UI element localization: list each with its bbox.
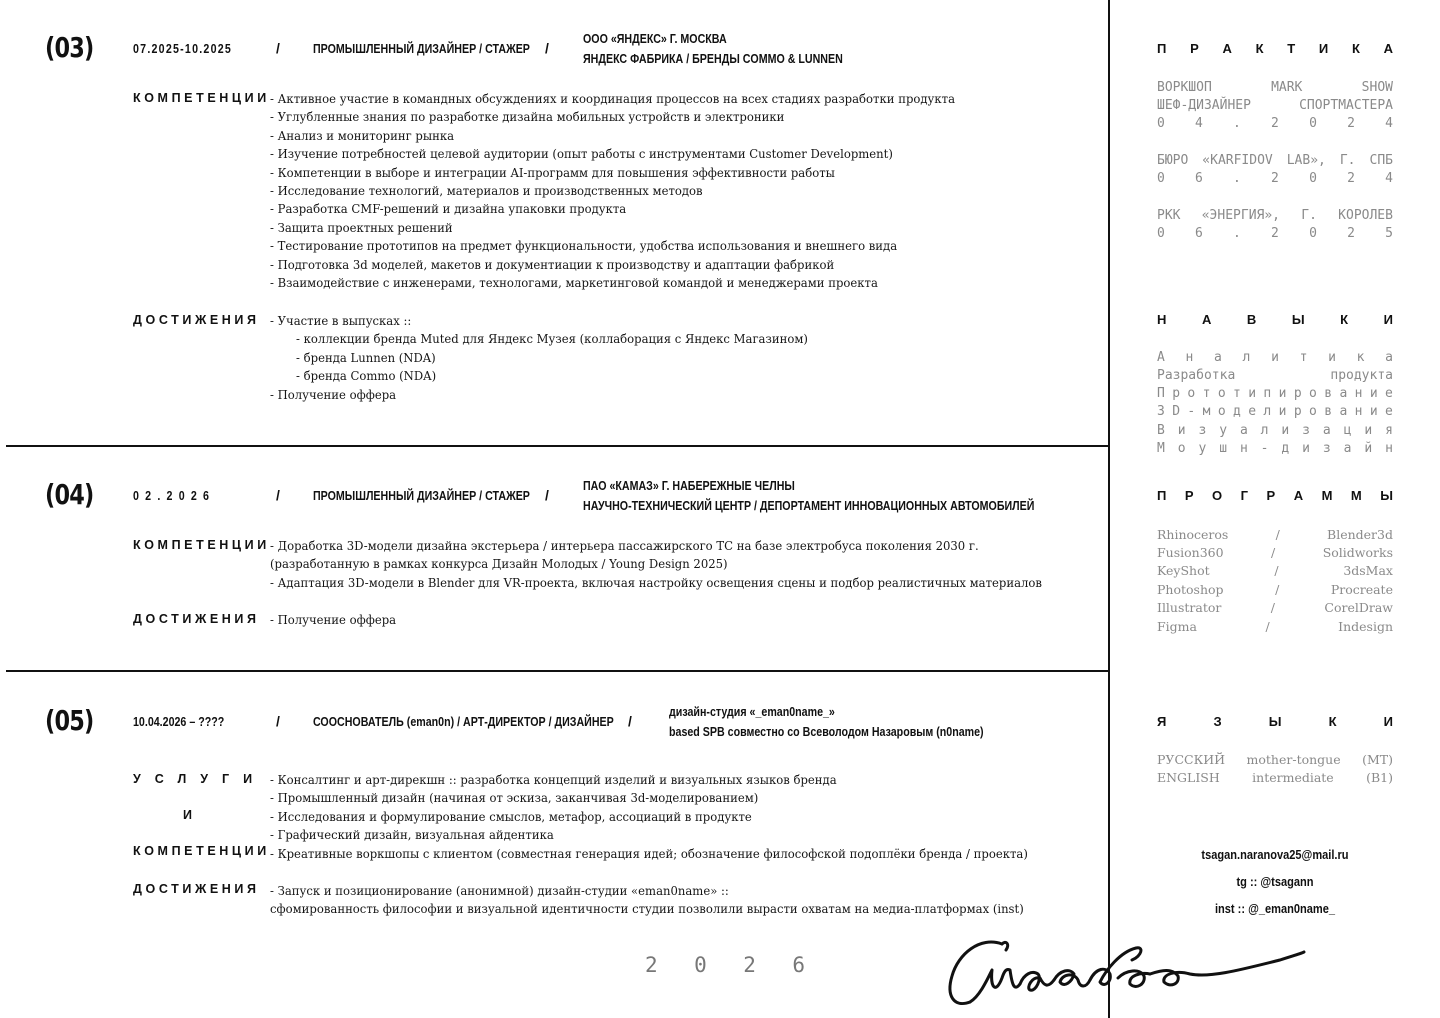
list-item: - Графический дизайн, визуальная айдентика [270,827,554,843]
signature-spasibo [940,930,1310,1015]
list-subitem: - бренда Commo (NDA) [296,368,437,384]
list-item: сфомированность философии и визуальной идентичности студии позволили вырасти охватам на медиа-платформах (inst) [270,901,1024,917]
list-item: - Тестирование прототипов на предмет функциональности, удобства использования и внешнего вида [270,238,898,254]
skill-item: В и з у а л и з а ц и я [1157,423,1393,438]
separator-slash: / [628,713,632,729]
achievements-list [270,882,1024,919]
list-item: - Доработка 3D-модели дизайна экстерьера / интерьера пассажирского ТС на базе электробуса поколения 2030 г. [270,538,979,553]
language-item: РУССКИЙ mother-tongue (MT) [1157,752,1393,767]
entry-division: НАУЧНО-ТЕХНИЧЕСКИЙ ЦЕНТР / ДЕПОРТАМЕНТ ИННОВАЦИОННЫХ АВТОМОБИЛЕЙ [583,498,1035,513]
separator-slash: / [545,487,549,503]
list-item: - Анализ и мониторинг рынка [270,127,455,143]
section-divider [6,445,1109,447]
list-item: - Получение оффера [270,612,397,627]
email-link[interactable]: tsagan.naranova25@mail.ru [1201,847,1349,862]
list-item: - Запуск и позиционирование (анонимной) дизайн-студии «eman0name» :: [270,883,729,898]
skill-item: А н а л и т и к а [1157,350,1393,365]
entry-date: 10.04.2026 – ???? [133,714,225,729]
column-divider [1108,0,1110,1018]
program-item: Figma / Indesign [1157,619,1393,634]
competencies-list [270,537,1042,592]
list-item: - Получение оффера [270,386,397,402]
entry-number: (04) [45,478,94,511]
list-subitem: - коллекции бренда Muted для Яндекс Музея (коллаборация с Яндекс Магазином) [296,331,808,347]
list-item: - Промышленный дизайн (начиная от эскиза, заканчивая 3d-моделированием) [270,790,759,806]
list-item: - Исследования и формулирование смыслов, метафор, ассоциаций в продукте [270,808,752,824]
skills-heading: Н А В Ы К И [1157,312,1393,327]
entry-division: based SPB совместно со Всеволодом Назаровым (n0name) [669,724,984,739]
achievements-label: ДОСТИЖЕНИЯ [133,612,260,626]
program-item: KeyShot / 3dsMax [1157,563,1393,578]
practice-date: 0 6 . 2 0 2 5 [1157,226,1393,241]
list-item: - Компетенции в выборе и интеграции AI-программ для повышения эффективности работы [270,164,835,180]
entry-number: (03) [45,31,94,64]
list-item: - Адаптация 3D-модели в Blender для VR-проекта, включая настройку освещения сцены и подбор реалистичных материалов [270,574,1042,590]
list-item: - Разработка CMF-решений и дизайна упаковки продукта [270,201,627,217]
separator-slash: / [276,487,280,503]
entry-company: дизайн-студия «_eman0name_» [669,704,835,719]
achievements-label: ДОСТИЖЕНИЯ [133,882,260,896]
list-item: - Консалтинг и арт-дирекшн :: разработка концепций изделий и визуальных языков бренда [270,772,837,787]
program-item: Rhinoceros / Blender3d [1157,527,1393,542]
and-label: И [183,808,196,822]
practice-item: РКК «ЭНЕРГИЯ», Г. КОРОЛЕВ [1157,208,1393,223]
program-item: Illustrator / CorelDraw [1157,600,1393,615]
entry-company: ПАО «КАМАЗ» Г. НАБЕРЕЖНЫЕ ЧЕЛНЫ [583,478,795,493]
skill-item: П р о т о т и п и р о в а н и е [1157,386,1393,401]
language-item: ENGLISH intermediate (B1) [1157,770,1393,785]
list-item: - Изучение потребностей целевой аудитории (опыт работы с инструментами Customer Development) [270,146,893,162]
entry-date: 07.2025-10.2025 [133,41,233,56]
instagram-link[interactable]: inst :: @_eman0name_ [1214,901,1336,916]
services-label: УСЛУГИ [133,772,267,786]
program-item: Photoshop / Procreate [1157,582,1393,597]
programs-heading: П Р О Г Р А М М Ы [1157,488,1393,503]
practice-item: БЮРО «KARFIDOV LAB», Г. СПБ [1157,153,1393,168]
achievements-label: ДОСТИЖЕНИЯ [133,313,260,327]
list-item: - Углубленные знания по разработке дизайна мобильных устройств и электроники [270,109,785,125]
practice-item: ВОРКШОП MARK SHOW [1157,80,1393,95]
program-item: Fusion360 / Solidworks [1157,545,1393,560]
competencies-label: КОМПЕТЕНЦИИ [133,538,270,552]
skill-item: Разработка продукта [1157,368,1393,383]
list-item: - Участие в выпусках :: [270,313,412,328]
languages-heading: Я З Ы К И [1157,714,1393,729]
separator-slash: / [545,40,549,56]
list-item: - Подготовка 3d моделей, макетов и документиации к производству и адаптации фабрикой [270,256,835,272]
competencies-label: КОМПЕТЕНЦИИ [133,91,270,105]
practice-item: ШЕФ-ДИЗАЙНЕР СПОРТМАСТЕРА [1157,98,1393,113]
skill-item: М о у ш н - д и з а й н [1157,441,1393,456]
section-divider [6,670,1109,672]
separator-slash: / [276,713,280,729]
list-item: - Исследование технологий, материалов и производственных методов [270,183,703,199]
entry-role: ПРОМЫШЛЕННЫЙ ДИЗАЙНЕР / СТАЖЕР [313,488,530,503]
list-item: - Защита проектных решений [270,219,453,235]
skill-item: 3 D - м о д е л и р о в а н и е [1157,404,1393,419]
separator-slash: / [276,40,280,56]
achievements-list [270,312,808,404]
entry-number: (05) [45,704,94,737]
list-item: - Активное участие в командных обсуждениях и координация процессов на всех стадиях разработки продукта [270,91,956,106]
list-subitem: - бренда Lunnen (NDA) [296,349,436,365]
competencies-list [270,90,955,292]
entry-role: СООСНОВАТЕЛЬ (eman0n) / АРТ-ДИРЕКТОР / ДИЗАЙНЕР [313,714,614,729]
achievements-list [270,611,396,629]
entry-company: ООО «ЯНДЕКС» Г. МОСКВА [583,31,727,46]
practice-date: 0 4 . 2 0 2 4 [1157,116,1393,131]
list-item: - Креативные воркшопы с клиентом (совместная генерация идей; обозначение философской подоплёки бренда / проекта) [270,845,1028,861]
competencies-list [270,771,1028,863]
practice-heading: П Р А К Т И К А [1157,41,1393,56]
entry-division: ЯНДЕКС ФАБРИКА / БРЕНДЫ COMMO & LUNNEN [583,51,843,66]
list-item: - Взаимодействие с инженерами, технологами, маркетинговой командой и менеджерами проекта [270,275,878,291]
entry-role: ПРОМЫШЛЕННЫЙ ДИЗАЙНЕР / СТАЖЕР [313,41,530,56]
year-footer: 2 0 2 6 [645,953,805,977]
telegram-link[interactable]: tg :: @tsagann [1236,874,1314,889]
entry-date: 0 2 . 2 0 2 6 [133,488,211,503]
practice-date: 0 6 . 2 0 2 4 [1157,171,1393,186]
competencies-label: КОМПЕТЕНЦИИ [133,844,270,858]
list-item: (разработанную в рамках конкурса Дизайн Молодых / Young Design 2025) [270,556,728,572]
